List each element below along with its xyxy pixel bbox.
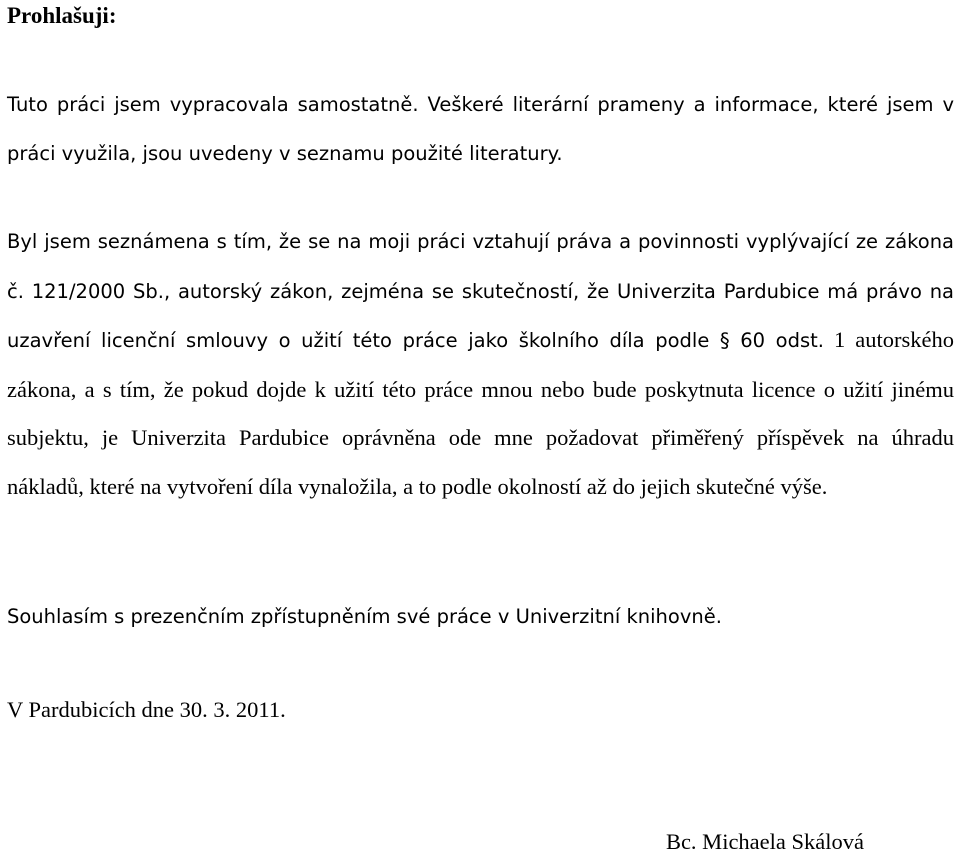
author-signature: Bc. Michaela Skálová (665, 829, 864, 854)
place-and-date: V Pardubicích dne 30. 3. 2011. (7, 697, 286, 722)
copyright-statement (7, 217, 954, 512)
copyright-statement-part2: , autorský zákon, zejména se skutečností, že Univerzita Pardubice má právo na uzavření licenční smlouvy o užití této práce jako školního díla podle § 60 odst. (7, 279, 955, 353)
declaration-heading: Prohlašuji: (7, 3, 117, 28)
originality-statement: Tuto práci jsem vypracovala samostatně. Veškeré literární prameny a informace, které jsem v práci využila, jsou uvedeny v seznamu použité literatury. (7, 93, 954, 165)
library-consent-statement: Souhlasím s prezenčním zpřístupněním své práce v Univerzitní knihovně. (7, 605, 722, 628)
copyright-statement-part3: 1 autorského zákona, a s tím, že pokud dojde k užití této práce mnou nebo bude poskytnuta licence o užití jinému subjektu, je Univerzita Pardubice oprávněna ode mne požadovat přiměřený příspěvek na úhradu nákladů, které na vytvoření díla vynaložila, a to podle okolností až do jejich skutečné výše. (7, 327, 954, 499)
copyright-statement-part1: Byl jsem seznámena s tím, že se na moji práci vztahují práva a povinnosti vyplývající ze zákona č. 121/2000 Sb. (7, 230, 954, 303)
